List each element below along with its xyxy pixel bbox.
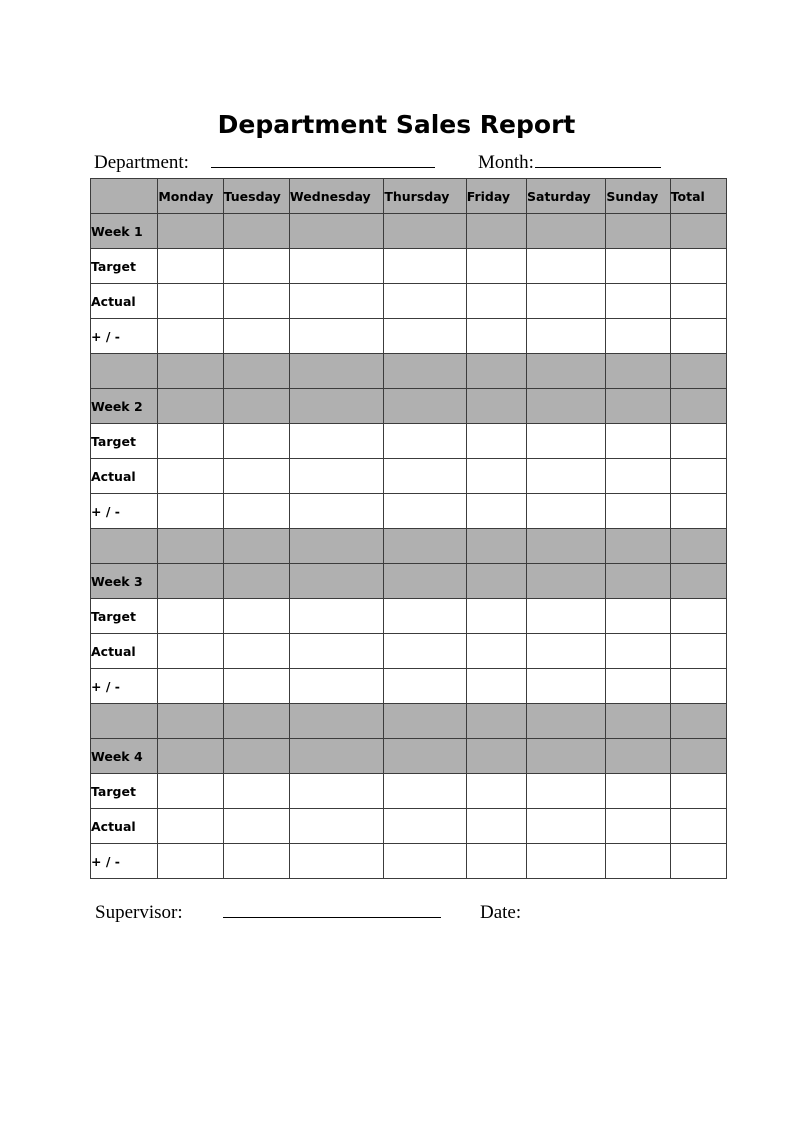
week-header-cell: [289, 739, 383, 774]
data-cell[interactable]: [606, 424, 670, 459]
table-row: [91, 774, 727, 809]
data-cell[interactable]: [223, 319, 289, 354]
data-cell[interactable]: [466, 634, 526, 669]
data-cell[interactable]: [223, 424, 289, 459]
footer-fields: [90, 902, 730, 930]
table-row: [91, 494, 727, 529]
data-cell[interactable]: [223, 494, 289, 529]
data-cell[interactable]: [289, 459, 383, 494]
data-cell[interactable]: [670, 284, 726, 319]
week-header-cell: [158, 389, 223, 424]
data-cell[interactable]: [158, 284, 223, 319]
column-header-thursday: Thursday: [384, 179, 466, 214]
data-cell[interactable]: [158, 459, 223, 494]
week-label: Week 3: [91, 564, 158, 599]
data-cell[interactable]: [606, 494, 670, 529]
data-cell[interactable]: [223, 634, 289, 669]
data-cell[interactable]: [527, 809, 606, 844]
spacer-cell: [289, 529, 383, 564]
spacer-cell: [466, 354, 526, 389]
data-cell[interactable]: [158, 249, 223, 284]
week-header-cell: [670, 214, 726, 249]
spacer-row: [91, 354, 727, 389]
spacer-cell: [289, 354, 383, 389]
data-cell[interactable]: [527, 669, 606, 704]
data-cell[interactable]: [670, 774, 726, 809]
table-body: [91, 214, 727, 879]
column-header-wednesday: Wednesday: [289, 179, 383, 214]
column-header-saturday: Saturday: [527, 179, 606, 214]
data-cell[interactable]: [527, 634, 606, 669]
data-cell[interactable]: [289, 634, 383, 669]
supervisor-label: Supervisor:: [95, 902, 183, 923]
spacer-cell: [384, 529, 466, 564]
data-cell[interactable]: [527, 284, 606, 319]
week-header-row: [91, 564, 727, 599]
data-cell[interactable]: [384, 634, 466, 669]
header-fields: [90, 152, 730, 176]
page-title: Department Sales Report: [217, 110, 576, 139]
week-header-cell: [158, 564, 223, 599]
data-cell[interactable]: [384, 284, 466, 319]
spacer-cell: [91, 704, 158, 739]
week-header-cell: [527, 564, 606, 599]
department-label: Department:: [94, 152, 189, 173]
data-cell[interactable]: [223, 599, 289, 634]
data-cell[interactable]: [223, 774, 289, 809]
column-header-total: Total: [670, 179, 726, 214]
month-label: Month:: [478, 152, 534, 173]
department-field: [94, 152, 435, 174]
week-header-cell: [223, 564, 289, 599]
data-cell[interactable]: [158, 809, 223, 844]
row-label-variance: + / -: [91, 844, 158, 879]
week-header-cell: [466, 389, 526, 424]
data-cell[interactable]: [384, 669, 466, 704]
spacer-cell: [466, 529, 526, 564]
data-cell[interactable]: [466, 844, 526, 879]
data-cell[interactable]: [384, 774, 466, 809]
table-row: [91, 599, 727, 634]
data-cell[interactable]: [606, 774, 670, 809]
data-cell[interactable]: [527, 319, 606, 354]
spacer-cell: [527, 529, 606, 564]
week-header-cell: [527, 214, 606, 249]
spacer-row: [91, 529, 727, 564]
week-header-cell: [223, 389, 289, 424]
data-cell[interactable]: [466, 774, 526, 809]
data-cell[interactable]: [289, 809, 383, 844]
week-header-row: [91, 739, 727, 774]
week-header-cell: [384, 389, 466, 424]
data-cell[interactable]: [158, 844, 223, 879]
data-cell[interactable]: [223, 809, 289, 844]
week-header-cell: [606, 214, 670, 249]
spacer-cell: [158, 529, 223, 564]
week-header-cell: [384, 214, 466, 249]
data-cell[interactable]: [670, 809, 726, 844]
data-cell[interactable]: [289, 774, 383, 809]
table-row: [91, 284, 727, 319]
row-label-target: Target: [91, 774, 158, 809]
data-cell[interactable]: [527, 599, 606, 634]
table-row: [91, 844, 727, 879]
row-label-variance: + / -: [91, 494, 158, 529]
table-row: [91, 424, 727, 459]
table-row: [91, 669, 727, 704]
spacer-cell: [384, 704, 466, 739]
row-label-target: Target: [91, 424, 158, 459]
data-cell[interactable]: [158, 634, 223, 669]
spacer-cell: [223, 704, 289, 739]
week-label: Week 4: [91, 739, 158, 774]
data-cell[interactable]: [670, 669, 726, 704]
week-header-cell: [158, 739, 223, 774]
table-row: [91, 634, 727, 669]
data-cell[interactable]: [527, 494, 606, 529]
table-row: [91, 459, 727, 494]
week-header-cell: [527, 739, 606, 774]
week-header-cell: [606, 739, 670, 774]
data-cell[interactable]: [289, 319, 383, 354]
spacer-cell: [158, 704, 223, 739]
week-label: Week 2: [91, 389, 158, 424]
week-header-row: [91, 214, 727, 249]
spacer-cell: [158, 354, 223, 389]
data-cell[interactable]: [606, 669, 670, 704]
data-cell[interactable]: [384, 494, 466, 529]
week-header-cell: [670, 564, 726, 599]
data-cell[interactable]: [527, 424, 606, 459]
week-header-cell: [606, 389, 670, 424]
spacer-cell: [606, 704, 670, 739]
row-label-target: Target: [91, 249, 158, 284]
data-cell[interactable]: [606, 844, 670, 879]
spacer-cell: [466, 704, 526, 739]
data-cell[interactable]: [158, 774, 223, 809]
data-cell[interactable]: [466, 284, 526, 319]
data-cell[interactable]: [384, 459, 466, 494]
department-input-line[interactable]: [211, 153, 435, 168]
data-cell[interactable]: [223, 249, 289, 284]
data-cell[interactable]: [289, 494, 383, 529]
data-cell[interactable]: [289, 284, 383, 319]
week-header-cell: [670, 739, 726, 774]
week-header-cell: [223, 214, 289, 249]
row-label-actual: Actual: [91, 634, 158, 669]
data-cell[interactable]: [527, 774, 606, 809]
month-input-line[interactable]: [535, 153, 661, 168]
spacer-cell: [223, 354, 289, 389]
month-field: [478, 152, 661, 174]
column-header-monday: Monday: [158, 179, 223, 214]
spacer-cell: [670, 354, 726, 389]
date-field: [480, 902, 521, 924]
spacer-cell: [606, 354, 670, 389]
data-cell[interactable]: [289, 669, 383, 704]
row-label-actual: Actual: [91, 459, 158, 494]
data-cell[interactable]: [158, 669, 223, 704]
data-cell[interactable]: [289, 599, 383, 634]
week-header-row: [91, 389, 727, 424]
column-header-tuesday: Tuesday: [223, 179, 289, 214]
data-cell[interactable]: [466, 319, 526, 354]
spacer-cell: [527, 704, 606, 739]
data-cell[interactable]: [670, 459, 726, 494]
week-header-cell: [527, 389, 606, 424]
row-label-variance: + / -: [91, 319, 158, 354]
data-cell[interactable]: [670, 424, 726, 459]
data-cell[interactable]: [527, 844, 606, 879]
data-cell[interactable]: [223, 669, 289, 704]
row-label-variance: + / -: [91, 669, 158, 704]
data-cell[interactable]: [527, 459, 606, 494]
week-label: Week 1: [91, 214, 158, 249]
spacer-cell: [527, 354, 606, 389]
data-cell[interactable]: [670, 319, 726, 354]
data-cell[interactable]: [384, 319, 466, 354]
table-header-row: [91, 179, 727, 214]
spacer-cell: [606, 529, 670, 564]
data-cell[interactable]: [289, 844, 383, 879]
spacer-cell: [91, 354, 158, 389]
data-cell[interactable]: [289, 249, 383, 284]
week-header-cell: [466, 214, 526, 249]
data-cell[interactable]: [158, 424, 223, 459]
data-cell[interactable]: [670, 249, 726, 284]
data-cell[interactable]: [606, 249, 670, 284]
week-header-cell: [606, 564, 670, 599]
row-label-actual: Actual: [91, 809, 158, 844]
week-header-cell: [466, 739, 526, 774]
data-cell[interactable]: [466, 459, 526, 494]
spacer-cell: [670, 529, 726, 564]
data-cell[interactable]: [223, 844, 289, 879]
data-cell[interactable]: [466, 249, 526, 284]
data-cell[interactable]: [158, 494, 223, 529]
data-cell[interactable]: [606, 284, 670, 319]
data-cell[interactable]: [670, 844, 726, 879]
row-label-target: Target: [91, 599, 158, 634]
data-cell[interactable]: [670, 634, 726, 669]
week-header-cell: [289, 389, 383, 424]
column-header-blank: [91, 179, 158, 214]
data-cell[interactable]: [606, 809, 670, 844]
week-header-cell: [670, 389, 726, 424]
week-header-cell: [289, 564, 383, 599]
data-cell[interactable]: [158, 319, 223, 354]
data-cell[interactable]: [384, 599, 466, 634]
data-cell[interactable]: [466, 669, 526, 704]
data-cell[interactable]: [158, 599, 223, 634]
data-cell[interactable]: [466, 494, 526, 529]
sales-report-table: [90, 178, 727, 879]
data-cell[interactable]: [384, 424, 466, 459]
supervisor-field: [95, 902, 441, 924]
data-cell[interactable]: [466, 599, 526, 634]
data-cell[interactable]: [384, 809, 466, 844]
week-header-cell: [384, 739, 466, 774]
data-cell[interactable]: [223, 284, 289, 319]
supervisor-input-line[interactable]: [223, 903, 441, 918]
column-header-sunday: Sunday: [606, 179, 670, 214]
data-cell[interactable]: [289, 424, 383, 459]
data-cell[interactable]: [606, 319, 670, 354]
data-cell[interactable]: [384, 249, 466, 284]
table-row: [91, 249, 727, 284]
week-header-cell: [158, 214, 223, 249]
spacer-cell: [91, 529, 158, 564]
date-label: Date:: [480, 902, 522, 923]
data-cell[interactable]: [527, 249, 606, 284]
week-header-cell: [384, 564, 466, 599]
data-cell[interactable]: [606, 634, 670, 669]
spacer-cell: [223, 529, 289, 564]
column-header-friday: Friday: [466, 179, 526, 214]
data-cell[interactable]: [466, 809, 526, 844]
week-header-cell: [289, 214, 383, 249]
data-cell[interactable]: [670, 494, 726, 529]
data-cell[interactable]: [670, 599, 726, 634]
data-cell[interactable]: [466, 424, 526, 459]
week-header-cell: [223, 739, 289, 774]
spacer-cell: [670, 704, 726, 739]
table-row: [91, 319, 727, 354]
spacer-row: [91, 704, 727, 739]
week-header-cell: [466, 564, 526, 599]
data-cell[interactable]: [606, 459, 670, 494]
data-cell[interactable]: [223, 459, 289, 494]
data-cell[interactable]: [384, 844, 466, 879]
table-row: [91, 809, 727, 844]
spacer-cell: [289, 704, 383, 739]
data-cell[interactable]: [606, 599, 670, 634]
spacer-cell: [384, 354, 466, 389]
row-label-actual: Actual: [91, 284, 158, 319]
